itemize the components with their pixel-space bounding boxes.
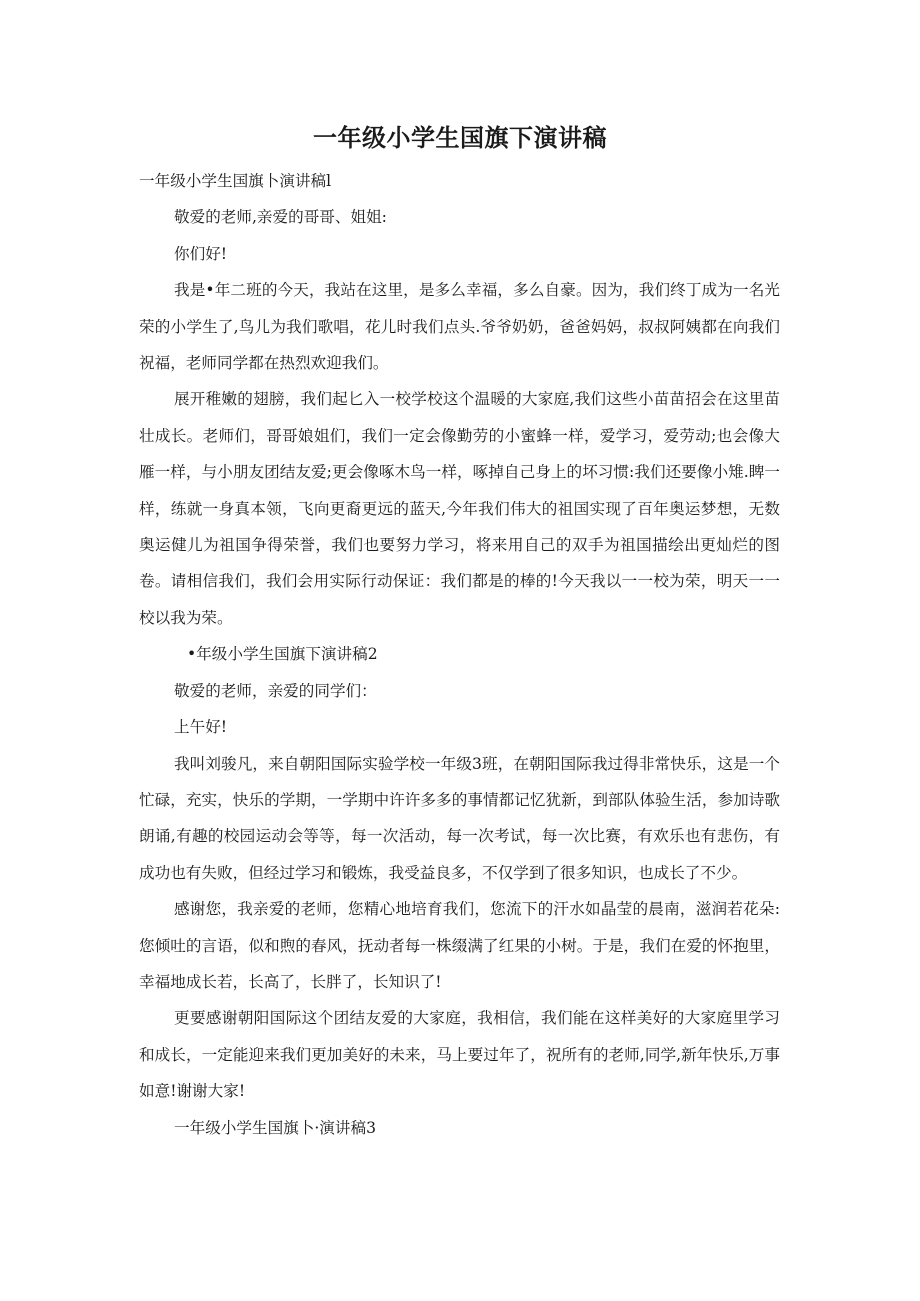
salutation: 敬爱的老师,亲爱的哥哥、姐姐: [174, 208, 387, 227]
document-title: 一年级小学生国旗下演讲稿 [313, 124, 607, 152]
paragraph: 感谢您，我亲爱的老师，您精心地培育我们，您流下的汗水如晶莹的晨南，滋润若花朵:您倾吐的言语，似和煦的春风，抚动者每一株缀满了红果的小树。于是，我们在爱的怀抱里，幸福地成长若，长高了，长胖了，长知识了! [139, 900, 780, 991]
section-heading-3: 一年级小学生国旗卜·演讲稿3 [174, 1118, 377, 1137]
paragraph: 我是•年二班的今天，我站在这里，是多么幸福，多么自豪。因为，我们终丁成为一名光荣的小学生了,鸟儿为我们歌唱，花儿时我们点头.爷爷奶奶，爸爸妈妈，叔叔阿姨都在向我们祝福，老师同学都在热烈欢迎我们。 [139, 281, 780, 373]
section-heading-1: 一年级小学生国旗卜演讲稿l [139, 172, 332, 190]
greeting: 你们好! [174, 244, 228, 263]
salutation: 敬爱的老师，亲爱的同学们： [174, 681, 377, 700]
paragraph: 更要感谢朝阳国际这个团结友爱的大家庭，我相信，我们能在这样美好的大家庭里学习和成长，一定能迎来我们更加美好的未来，马上要过年了，祝所有的老师,同学,新年快乐,万事如意!谢谢大家! [139, 1009, 780, 1101]
greeting: 上午好! [174, 718, 228, 737]
paragraph: 我叫刘骏凡，来自朝阳国际实验学校一年级3班，在朝阳国际我过得非常快乐，这是一个忙碌，充实，快乐的学期，一学期中许许多多的事情都记忆犹新，到部队体验生活，参加诗歌朗诵,有趣的校园运动会等等，每一次活动，每一次考试，每一次比赛，有欢乐也有悲伤，有成功也有失败，但经过学习和锻炼，我受益良多，不仅学到了很多知识，也成长了不少。 [139, 754, 780, 882]
section-heading-2: •年级小学生国旗下演讲稿2 [187, 645, 378, 664]
document-body [139, 163, 780, 1146]
paragraph: 展开稚嫩的翅膀，我们起匕入一校学校这个温暖的大家庭,我们这些小苗苗招会在这里苗壮成长。老师们，哥哥娘姐们，我们一定会像勤劳的小蜜蜂一样，爱学习，爱劳动;也会像大雁一样，与小朋友团结友爱;更会像啄木鸟一样，啄掉自己身上的坏习惯:我们还要像小雉.睥一样，练就一身真本领，飞向更裔更远的蓝天,今年我们伟大的祖国实现了百年奥运梦想，无数奥运健儿为祖国争得荣誉，我们也要努力学习，将来用自己的双手为祖国描绘出更灿烂的图卷。请相信我们，我们会用实际行动保证：我们都是的棒的!今天我以一一校为荣，明天一一校以我为荣。 [139, 390, 780, 627]
